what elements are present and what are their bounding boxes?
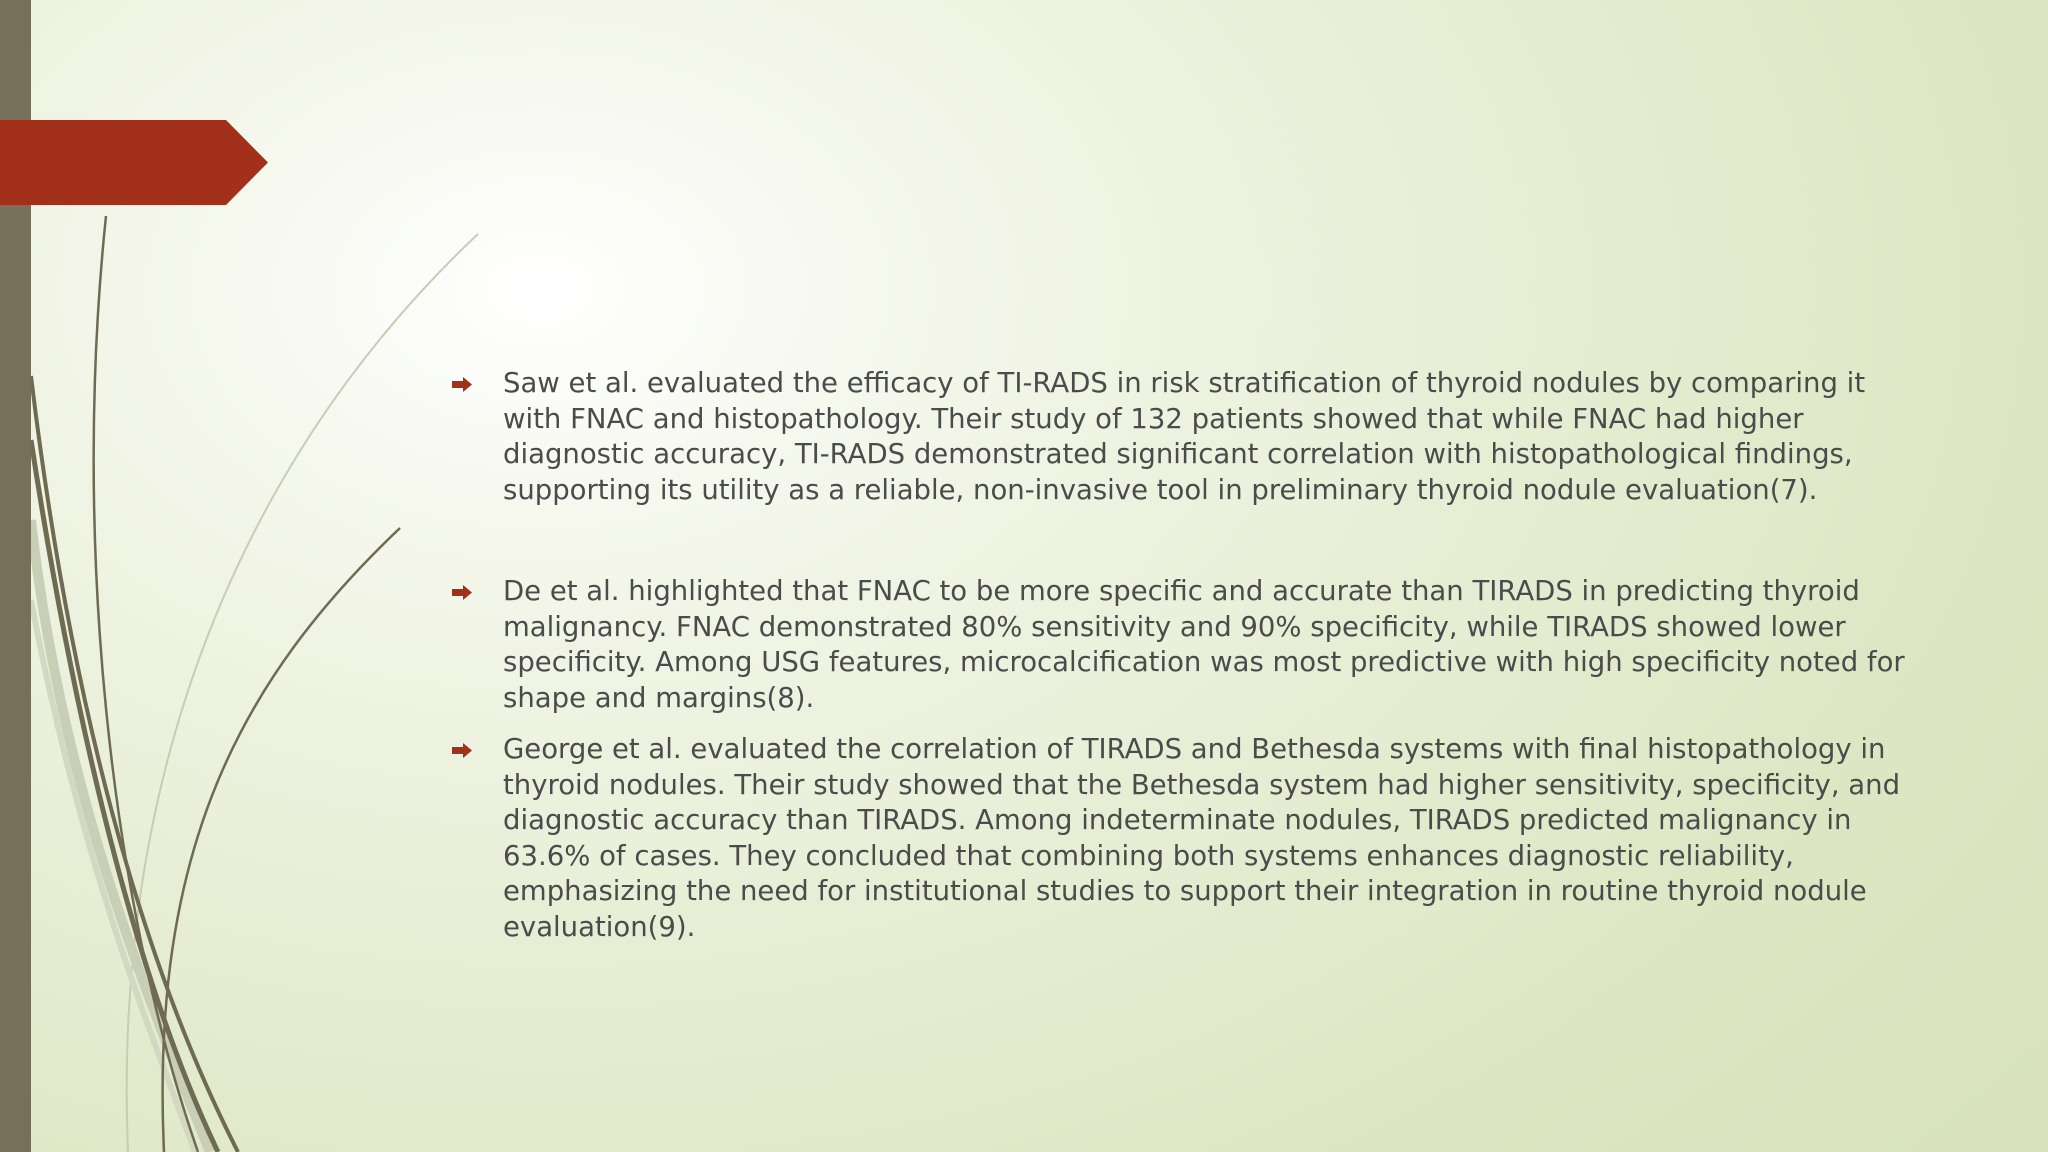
- bullet-list: [450, 366, 1920, 945]
- bullet-text: George et al. evaluated the correlation of TIRADS and Bethesda systems with final histopathology in thyroid nodules. Their study showed that the Bethesda system had higher sensitivity, specificity, and diagnostic accuracy than TIRADS. Among indeterminate nodules, TIRADS predicted malignancy in 63.6% of cases. They concluded that combining both systems enhances diagnostic reliability, emphasizing the need for institutional studies to support their integration in routine thyroid nodule evaluation(9).: [503, 733, 1901, 943]
- arrow-bullet-icon: [452, 377, 472, 392]
- stem-2: [31, 376, 238, 1152]
- bullet-item: [450, 574, 1920, 716]
- title-arrow-tab: [0, 120, 268, 205]
- stem-light-2: [31, 520, 210, 1152]
- bullet-item: [450, 366, 1920, 508]
- bullet-text: Saw et al. evaluated the efficacy of TI-RADS in risk stratification of thyroid nodules by comparing it with FNAC and histopathology. Their study of 132 patients showed that while FNAC had higher diagnostic accuracy, TI-RADS demonstrated significant correlation with histopathological findings, supporting its utility as a reliable, non-invasive tool in preliminary thyroid nodule evaluation(7).: [503, 367, 1866, 506]
- stem-light-1: [127, 234, 478, 1152]
- arrow-bullet-icon: [452, 743, 472, 758]
- bullet-item: [450, 732, 1920, 945]
- bullet-text: De et al. highlighted that FNAC to be more specific and accurate than TIRADS in predicting thyroid malignancy. FNAC demonstrated 80% sensitivity and 90% specificity, while TIRADS showed lower specificity. Among USG features, microcalcification was most predictive with high specificity noted for shape and margins(8).: [503, 575, 1905, 714]
- arrow-bullet-icon: [452, 585, 472, 600]
- stem-4: [163, 528, 400, 1152]
